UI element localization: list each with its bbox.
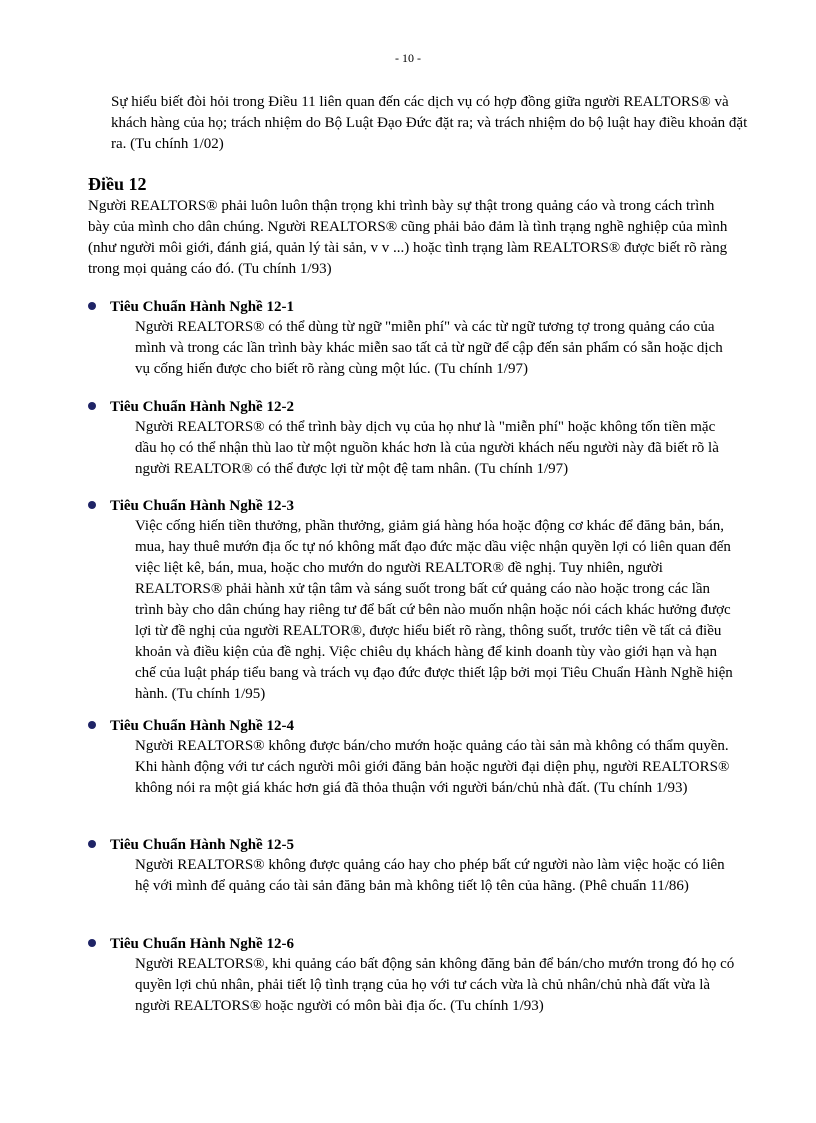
standard-title: Tiêu Chuẩn Hành Nghề 12-3 bbox=[110, 498, 294, 514]
standard-12-5 bbox=[88, 835, 738, 897]
bullet-icon bbox=[88, 840, 96, 848]
standard-body: Người REALTORS® không được quảng cáo hay cho phép bất cứ người nào làm việc hoặc có liên hệ với mình để quảng cáo tài sản đăng bản mà không tiết lộ tên của hãng. (Phê chuẩn 11/86) bbox=[135, 857, 725, 894]
intro-paragraph: Sự hiểu biết đòi hỏi trong Điều 11 liên quan đến các dịch vụ có hợp đồng giữa người REALTORS® và khách hàng của họ; trách nhiệm do Bộ Luật Đạo Đức đặt ra; và trách nhiệm do bộ luật hay điều khoản đặt ra. (Tu chính 1/02) bbox=[111, 94, 748, 152]
bullet-icon bbox=[88, 402, 96, 410]
standard-title: Tiêu Chuẩn Hành Nghề 12-5 bbox=[110, 837, 294, 853]
bullet-icon bbox=[88, 302, 96, 310]
standard-title: Tiêu Chuẩn Hành Nghề 12-1 bbox=[110, 299, 294, 315]
standard-body: Việc cống hiến tiền thưởng, phần thưởng, giảm giá hàng hóa hoặc động cơ khác để đăng bản, bán, mua, hay thuê mướn địa ốc tự nó không mất đạo đức mặc dầu việc nhận quyền lợi có liên quan đến việc liệt kê, bán, mua, hoặc cho mướn do người REALTOR® đề nghị. Tuy nhiên, người REALTORS® phải hành xử tận tâm và sáng suốt trong bất cứ quảng cáo nào hoặc trong các lần trình bày cho dân chúng hay riêng tư để bất cứ bên nào muốn nhận hoặc nói cách khác hưởng được lợi từ đề nghị của người REALTOR®, được hiểu biết rõ ràng, thông suốt, trước tiên về tất cả điều khoản và điều kiện của đề nghị. Việc chiêu dụ khách hàng để kinh doanh tùy vào giới hạn và hạn chế của luật pháp tiểu bang và trách vụ đạo đức được thiết lập bởi mọi Tiêu Chuẩn Hành Nghề hiện hành. (Tu chính 1/95) bbox=[135, 518, 733, 702]
standard-12-2 bbox=[88, 397, 738, 480]
standard-body: Người REALTORS® có thể trình bày dịch vụ của họ như là "miễn phí" hoặc không tốn tiền mặc dầu họ có thể nhận thù lao từ một nguồn khác hơn là của người khách nếu người này đã biết rõ là người REALTOR® có thể được lợi từ một đệ tam nhân. (Tu chính 1/97) bbox=[135, 419, 719, 477]
standard-title: Tiêu Chuẩn Hành Nghề 12-6 bbox=[110, 936, 294, 952]
bullet-icon bbox=[88, 721, 96, 729]
bullet-icon bbox=[88, 501, 96, 509]
standard-title: Tiêu Chuẩn Hành Nghề 12-2 bbox=[110, 399, 294, 415]
page-number: - 10 - bbox=[395, 51, 421, 65]
article-body: Người REALTORS® phải luôn luôn thận trọng khi trình bày sự thật trong quảng cáo và trong cách trình bày của mình cho dân chúng. Người REALTORS® cũng phải bảo đảm là tình trạng nghề nghiệp của mình (như người môi giới, đánh giá, quản lý tài sản, v v ...) hoặc tình trạng làm REALTORS® được biết rõ ràng trong mọi quảng cáo đó. (Tu chính 1/93) bbox=[88, 198, 728, 277]
standard-body: Người REALTORS® không được bán/cho mướn hoặc quảng cáo tài sản mà không có thẩm quyền. Khi hành động với tư cách người môi giới đăng bản hoặc người đại diện phụ, người REALTORS® không nói ra một giá khác hơn giá đã thỏa thuận với người bán/chủ nhà đất. (Tu chính 1/93) bbox=[135, 738, 730, 796]
standard-12-1 bbox=[88, 297, 738, 380]
standard-12-4 bbox=[88, 716, 738, 799]
standard-12-3 bbox=[88, 496, 738, 705]
standard-body: Người REALTORS®, khi quảng cáo bất động sản không đăng bản để bán/cho mướn trong đó họ có quyền lợi chủ nhân, phải tiết lộ tình trạng của họ với tư cách vừa là chủ nhân/chủ nhà đất vừa là người REALTORS® hoặc người có môn bài địa ốc. (Tu chính 1/93) bbox=[135, 956, 735, 1014]
article-title: Điều 12 bbox=[88, 174, 147, 194]
standard-title: Tiêu Chuẩn Hành Nghề 12-4 bbox=[110, 718, 294, 734]
bullet-icon bbox=[88, 939, 96, 947]
standard-body: Người REALTORS® có thể dùng từ ngữ "miễn phí" và các từ ngữ tương tợ trong quảng cáo của mình và trong các lần trình bày khác miễn sao tất cả từ ngữ để cập đến sản phẩm có sẵn hoặc dịch vụ cống hiến được cho biết rõ ràng cùng một lúc. (Tu chính 1/97) bbox=[135, 319, 723, 377]
standard-12-6 bbox=[88, 934, 738, 1017]
